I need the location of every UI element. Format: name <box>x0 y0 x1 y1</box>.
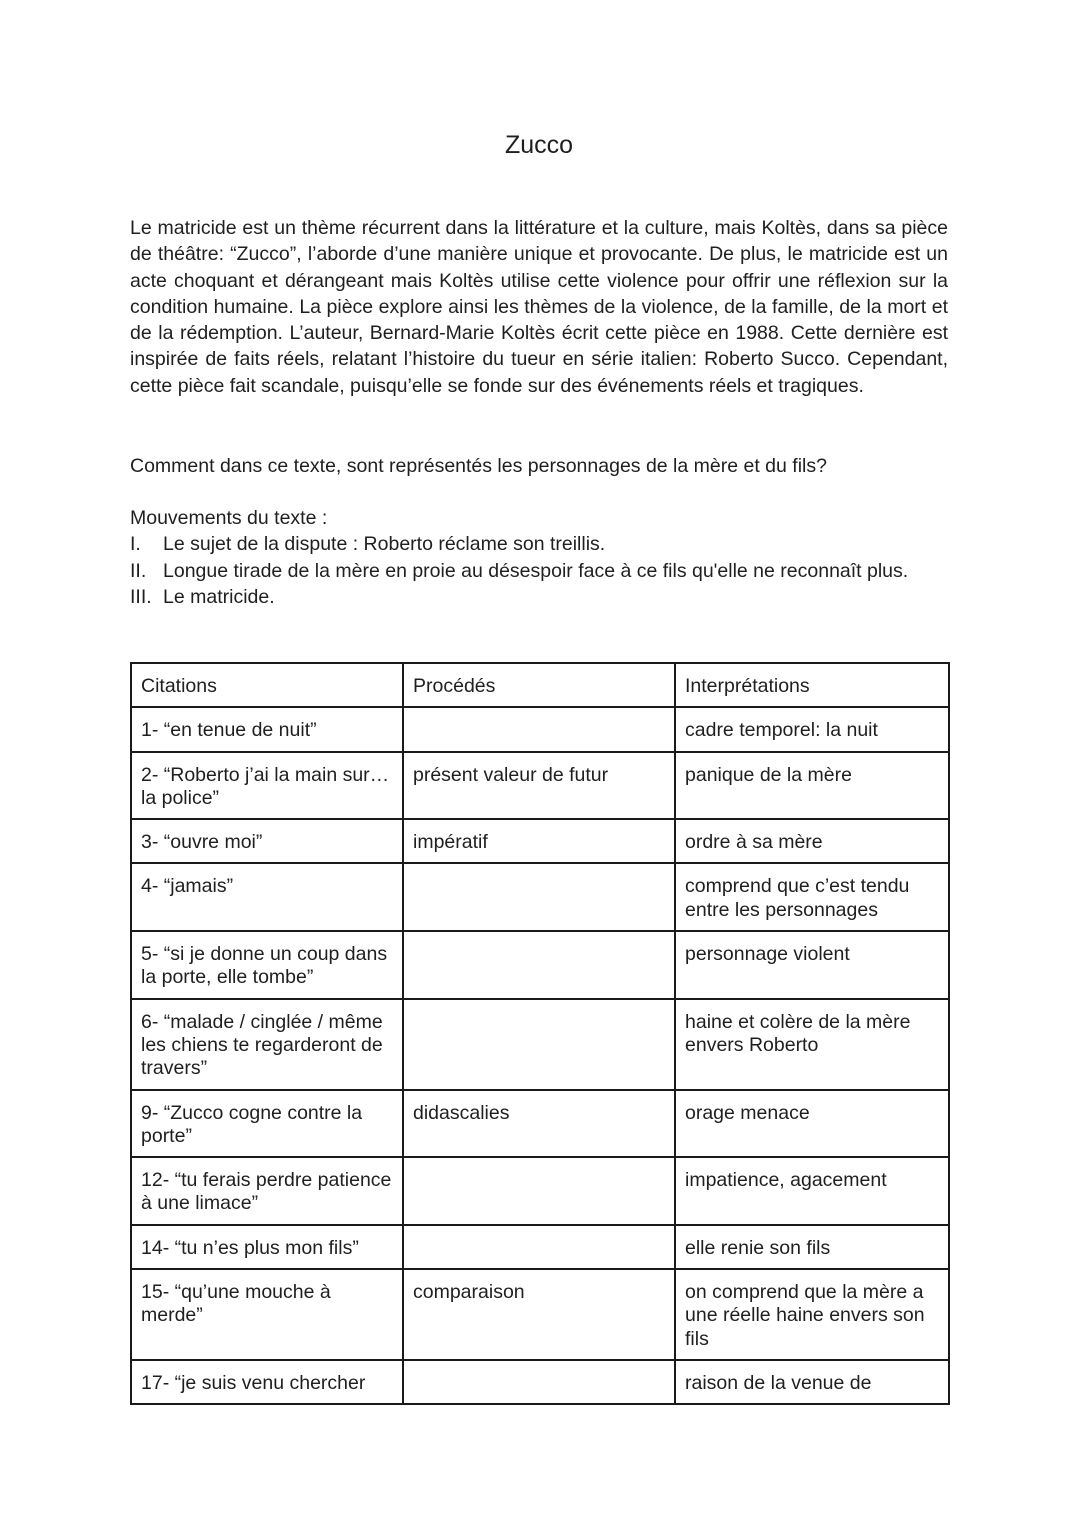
table-row <box>131 1090 949 1158</box>
column-header-procedes: Procédés <box>403 663 675 707</box>
citation-cell: 1- “en tenue de nuit” <box>131 707 403 751</box>
citation-cell: 12- “tu ferais perdre patience à une limace” <box>131 1157 403 1225</box>
procede-cell: présent valeur de futur <box>403 752 675 820</box>
movement-number: II. <box>130 559 147 582</box>
interpretation-cell: personnage violent <box>675 931 949 999</box>
movement-item <box>130 558 948 584</box>
table-row <box>131 1225 949 1269</box>
procede-cell: impératif <box>403 819 675 863</box>
column-header-citations: Citations <box>131 663 403 707</box>
citation-cell: 2- “Roberto j’ai la main sur…la police” <box>131 752 403 820</box>
movement-item <box>130 584 948 610</box>
interpretation-cell: cadre temporel: la nuit <box>675 707 949 751</box>
document-title: Zucco <box>504 131 574 159</box>
table-row <box>131 863 949 931</box>
table-row <box>131 819 949 863</box>
interpretation-cell: impatience, agacement <box>675 1157 949 1225</box>
problematic-question: Comment dans ce texte, sont représentés les personnages de la mère et du fils? <box>130 455 827 477</box>
interpretation-cell: orage menace <box>675 1090 949 1158</box>
table-header-row <box>131 663 949 707</box>
citation-cell: 14- “tu n’es plus mon fils” <box>131 1225 403 1269</box>
interpretation-cell: haine et colère de la mère envers Roberto <box>675 999 949 1090</box>
table-row <box>131 999 949 1090</box>
analysis-table <box>130 662 950 1405</box>
interpretation-cell: ordre à sa mère <box>675 819 949 863</box>
procede-cell <box>403 999 675 1090</box>
procede-cell <box>403 1157 675 1225</box>
movement-item <box>130 531 948 557</box>
intro-paragraph: Le matricide est un thème récurrent dans la littérature et la culture, mais Koltès, dans sa pièce de théâtre: “Zucco”, l’aborde d’une manière unique et provocante. De plus, le matricide est un acte choquant et dérangeant mais Koltès utilise cette violence pour offrir une réflexion sur la condition humaine. La pièce explore ainsi les thèmes de la violence, de la famille, de la mort et de la rédemption. L’auteur, Bernard-Marie Koltès écrit cette pièce en 1988. Cette dernière est inspirée de faits réels, relatant l’histoire du tueur en série italien: Roberto Succo. Cependant, cette pièce fait scandale, puisqu’elle se fonde sur des événements réels et tragiques. <box>130 217 948 397</box>
text-movements <box>130 505 948 610</box>
movement-text: Le sujet de la dispute : Roberto réclame son treillis. <box>163 533 606 556</box>
interpretation-cell: comprend que c’est tendu entre les personnages <box>675 863 949 931</box>
procede-cell <box>403 931 675 999</box>
procede-cell <box>403 863 675 931</box>
procede-cell: didascalies <box>403 1090 675 1158</box>
movement-text: Le matricide. <box>163 585 275 608</box>
procede-cell: comparaison <box>403 1269 675 1360</box>
column-header-interpretations: Interprétations <box>675 663 949 707</box>
citation-cell: 5- “si je donne un coup dans la porte, elle tombe” <box>131 931 403 999</box>
movements-heading: Mouvements du texte : <box>130 507 328 529</box>
citation-cell: 15- “qu’une mouche à merde” <box>131 1269 403 1360</box>
citation-cell: 6- “malade / cinglée / même les chiens te regarderont de travers” <box>131 999 403 1090</box>
citation-cell: 17- “je suis venu chercher <box>131 1360 403 1404</box>
table-row <box>131 707 949 751</box>
movement-number: I. <box>130 533 141 556</box>
procede-cell <box>403 1225 675 1269</box>
citation-cell: 3- “ouvre moi” <box>131 819 403 863</box>
movement-text: Longue tirade de la mère en proie au désespoir face à ce fils qu'elle ne reconnaît plus. <box>163 559 909 582</box>
procede-cell <box>403 707 675 751</box>
procede-cell <box>403 1360 675 1404</box>
interpretation-cell: elle renie son fils <box>675 1225 949 1269</box>
movement-number: III. <box>130 585 152 608</box>
table-row <box>131 752 949 820</box>
interpretation-cell: on comprend que la mère a une réelle haine envers son fils <box>675 1269 949 1360</box>
citation-cell: 9- “Zucco cogne contre la porte” <box>131 1090 403 1158</box>
citation-cell: 4- “jamais” <box>131 863 403 931</box>
interpretation-cell: panique de la mère <box>675 752 949 820</box>
table-row <box>131 1269 949 1360</box>
table-row <box>131 1157 949 1225</box>
table-row <box>131 931 949 999</box>
table-row <box>131 1360 949 1404</box>
movements-list <box>130 531 948 610</box>
interpretation-cell: raison de la venue de <box>675 1360 949 1404</box>
